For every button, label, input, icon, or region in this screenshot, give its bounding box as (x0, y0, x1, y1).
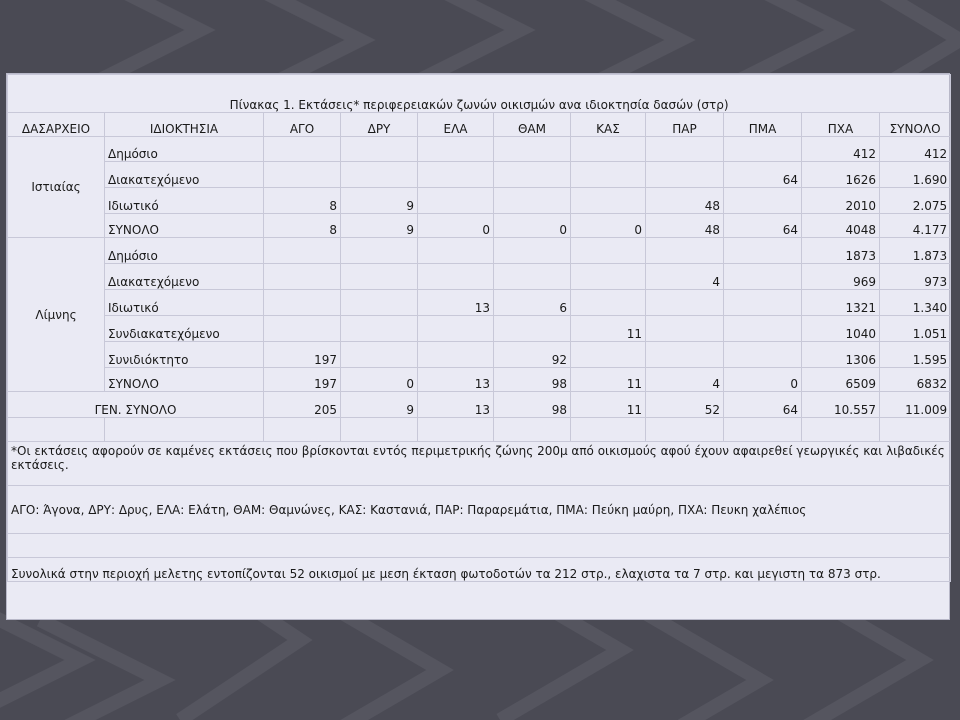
table-cell: 969 (802, 264, 880, 290)
table-cell: 0 (571, 214, 646, 238)
table-cell: 973 (880, 264, 951, 290)
table-cell (418, 238, 494, 264)
table-cell (264, 162, 341, 188)
table-cell: 98 (494, 368, 571, 392)
table-cell (724, 290, 802, 316)
table-cell: 1.340 (880, 290, 951, 316)
table-cell (494, 316, 571, 342)
table-cell (341, 342, 418, 368)
table-row (8, 264, 951, 290)
table-row (8, 162, 951, 188)
table-cell: 11 (571, 392, 646, 418)
table-row (8, 188, 951, 214)
ownership-label: Δημόσιο (105, 137, 264, 162)
table-cell: 1321 (802, 290, 880, 316)
table-cell: 9 (341, 188, 418, 214)
table-cell (264, 290, 341, 316)
table-cell: 64 (724, 162, 802, 188)
ownership-label: Συνδιακατεχόμενο (105, 316, 264, 342)
ownership-label: Διακατεχόμενο (105, 264, 264, 290)
table-cell (341, 264, 418, 290)
table-cell: 197 (264, 368, 341, 392)
table-cell: 4.177 (880, 214, 951, 238)
header-cell: ΙΔΙΟΚΤΗΣΙΑ (105, 113, 264, 137)
table-cell: 64 (724, 392, 802, 418)
table-cell: 11 (571, 368, 646, 392)
table-cell: 0 (341, 368, 418, 392)
table-cell: 13 (418, 368, 494, 392)
table-cell (571, 137, 646, 162)
table-cell: 9 (341, 392, 418, 418)
title-row (8, 75, 951, 113)
header-cell: ΚΑΣ (571, 113, 646, 137)
header-row (8, 113, 951, 137)
table-cell: 8 (264, 214, 341, 238)
table-cell (341, 162, 418, 188)
table-cell: 1873 (802, 238, 880, 264)
table-cell (494, 137, 571, 162)
table-cell (418, 264, 494, 290)
header-cell: ΘΑΜ (494, 113, 571, 137)
table-cell: 6832 (880, 368, 951, 392)
table-cell: 13 (418, 392, 494, 418)
table-cell: 205 (264, 392, 341, 418)
table-cell (646, 238, 724, 264)
table-cell: 98 (494, 392, 571, 418)
table-cell: 1306 (802, 342, 880, 368)
table-cell: 412 (802, 137, 880, 162)
table-cell (646, 316, 724, 342)
header-cell: ΣΥΝΟΛΟ (880, 113, 951, 137)
table-cell (494, 238, 571, 264)
table-cell: 1626 (802, 162, 880, 188)
table-cell: 1.595 (880, 342, 951, 368)
empty-row (8, 418, 951, 442)
grand-total-label: ΓΕΝ. ΣΥΝΟΛΟ (8, 392, 264, 418)
table-cell (494, 188, 571, 214)
ownership-label: Διακατεχόμενο (105, 162, 264, 188)
header-cell: ΕΛΑ (418, 113, 494, 137)
table-row (8, 342, 951, 368)
table-cell: 0 (724, 368, 802, 392)
table-cell (341, 290, 418, 316)
table-cell (341, 316, 418, 342)
header-cell: ΠΧΑ (802, 113, 880, 137)
table-cell: 4 (646, 264, 724, 290)
table-cell (646, 342, 724, 368)
footnote-text: *Οι εκτάσεις αφορούν σε καμένες εκτάσεις που βρίσκονται εντός περιμετρικής ζώνης 200μ από οικισμούς αφού έχουν αφαιρεθεί γεωργικές και λιβαδικές εκτάσεις. (8, 442, 951, 486)
table-cell (571, 188, 646, 214)
table-cell: 0 (494, 214, 571, 238)
table-row (8, 137, 951, 162)
table-cell (724, 316, 802, 342)
summary-row (8, 558, 951, 582)
table-cell (418, 162, 494, 188)
table-cell (341, 238, 418, 264)
table-cell: 10.557 (802, 392, 880, 418)
table-cell: 1.051 (880, 316, 951, 342)
legend-text: ΑΓΟ: Άγονα, ΔΡΥ: Δρυς, ΕΛΑ: Ελάτη, ΘΑΜ: Θαμνώνες, ΚΑΣ: Καστανιά, ΠΑΡ: Παραρεμάτια, ΠΜΑ: Πεύκη μαύρη, ΠΧΑ: Πευκη χαλέπιος (8, 486, 951, 534)
ownership-label: Δημόσιο (105, 238, 264, 264)
table-cell (646, 137, 724, 162)
empty-row (8, 534, 951, 558)
footnote-row (8, 442, 951, 486)
table-cell (724, 188, 802, 214)
table-title: Πίνακας 1. Εκτάσεις* περιφερειακών ζωνών οικισμών ανα ιδιοκτησία δασών (στρ) (8, 75, 951, 113)
table-cell: 6 (494, 290, 571, 316)
table-cell: 6509 (802, 368, 880, 392)
empty-row (8, 582, 951, 610)
header-cell: ΑΓΟ (264, 113, 341, 137)
table-cell: 412 (880, 137, 951, 162)
table-cell (341, 137, 418, 162)
ownership-label: Ιδιωτικό (105, 290, 264, 316)
forest-ownership-table (7, 74, 951, 610)
table-cell: 1040 (802, 316, 880, 342)
table-cell (264, 316, 341, 342)
table-cell (264, 264, 341, 290)
table-cell (418, 316, 494, 342)
table-cell: 13 (418, 290, 494, 316)
table-cell (418, 188, 494, 214)
table-cell: 4048 (802, 214, 880, 238)
table-cell (571, 162, 646, 188)
table-cell (418, 342, 494, 368)
table-cell (646, 162, 724, 188)
table-cell (264, 238, 341, 264)
table-row (8, 214, 951, 238)
table-cell: 52 (646, 392, 724, 418)
table-cell (264, 137, 341, 162)
ownership-label: ΣΥΝΟΛΟ (105, 214, 264, 238)
table-cell: 1.873 (880, 238, 951, 264)
grand-total-row (8, 392, 951, 418)
table-cell: 64 (724, 214, 802, 238)
data-table-frame (6, 73, 950, 620)
table-cell: 11 (571, 316, 646, 342)
table-cell (494, 162, 571, 188)
header-cell: ΔΑΣΑΡΧΕΙΟ (8, 113, 105, 137)
ownership-label: Συνιδιόκτητο (105, 342, 264, 368)
table-row (8, 368, 951, 392)
table-cell: 92 (494, 342, 571, 368)
table-cell (724, 238, 802, 264)
table-cell: 2.075 (880, 188, 951, 214)
header-cell: ΠΑΡ (646, 113, 724, 137)
header-cell: ΔΡΥ (341, 113, 418, 137)
table-cell: 11.009 (880, 392, 951, 418)
table-cell (646, 290, 724, 316)
table-cell (724, 137, 802, 162)
table-row (8, 238, 951, 264)
table-cell: 48 (646, 188, 724, 214)
table-cell (724, 264, 802, 290)
table-cell: 2010 (802, 188, 880, 214)
table-cell: 9 (341, 214, 418, 238)
table-cell: 4 (646, 368, 724, 392)
legend-row (8, 486, 951, 534)
table-cell (494, 264, 571, 290)
table-cell (571, 238, 646, 264)
table-cell: 0 (418, 214, 494, 238)
table-cell (571, 342, 646, 368)
table-cell: 1.690 (880, 162, 951, 188)
table-row (8, 290, 951, 316)
header-cell: ΠΜΑ (724, 113, 802, 137)
table-cell: 8 (264, 188, 341, 214)
table-cell (418, 137, 494, 162)
table-cell (571, 290, 646, 316)
table-cell (571, 264, 646, 290)
region-name: Ιστιαίας (8, 137, 105, 238)
ownership-label: ΣΥΝΟΛΟ (105, 368, 264, 392)
ownership-label: Ιδιωτικό (105, 188, 264, 214)
table-row (8, 316, 951, 342)
table-cell (724, 342, 802, 368)
summary-text: Συνολικά στην περιοχή μελετης εντοπίζονται 52 οικισμοί με μεση έκταση φωτοδοτών τα 212 στρ., ελαχιστα τα 7 στρ. και μεγιστη τα 873 στρ. (8, 558, 951, 582)
table-cell: 197 (264, 342, 341, 368)
region-name: Λίμνης (8, 238, 105, 392)
table-cell: 48 (646, 214, 724, 238)
